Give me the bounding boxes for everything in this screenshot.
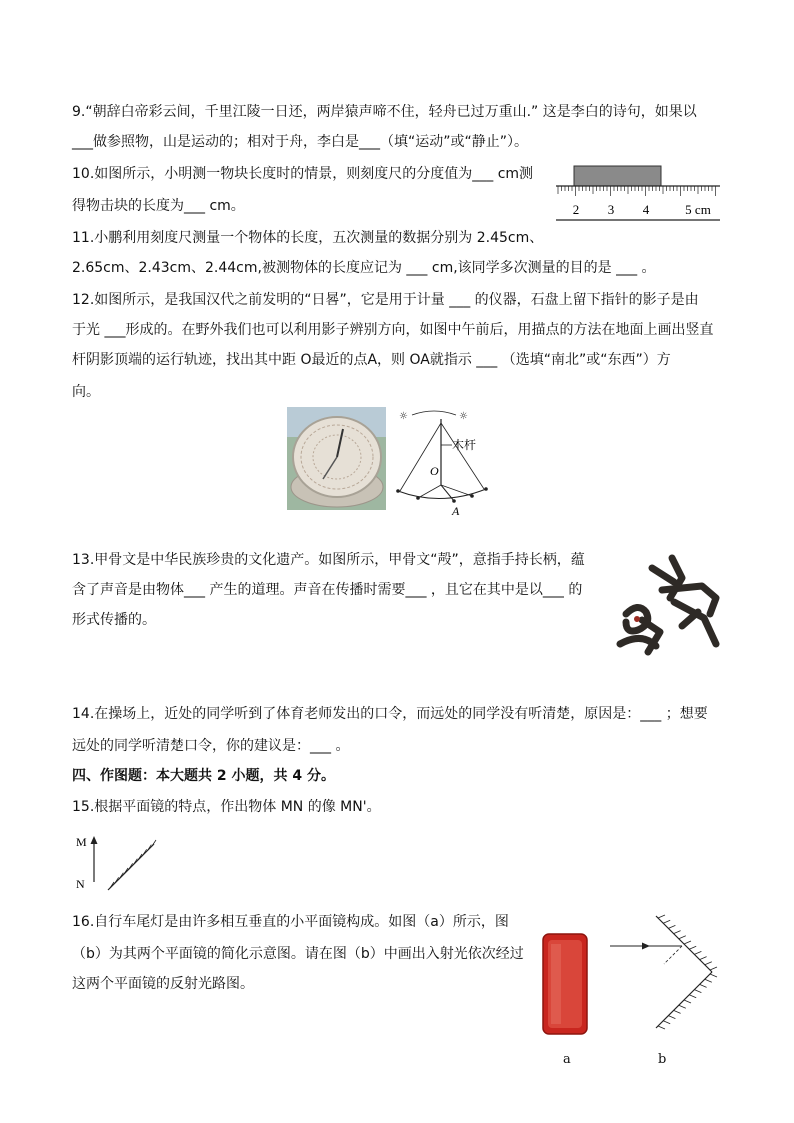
- ruler-figure: [556, 162, 722, 224]
- stroke-2: [652, 568, 674, 582]
- hatch-mark: [710, 974, 717, 977]
- q12-line-4: 向。: [72, 384, 100, 400]
- caption-a: a: [563, 1052, 571, 1067]
- q9-line-1: 9.“朝辞白帝彩云间，千里江陵一日还，两岸猿声啼不住，轻舟已过万重山.” 这是李白的诗句，如果以: [72, 104, 697, 120]
- object-arrowhead: [91, 836, 98, 844]
- pole-label: 木杆: [452, 438, 477, 452]
- hatch-mark: [710, 967, 717, 970]
- point-a-label: A: [452, 504, 460, 517]
- q16-line-1: 16.自行车尾灯是由许多相互垂直的小平面镜构成。如图（a）所示，图: [72, 914, 509, 930]
- plane-mirror-figure: [74, 830, 160, 894]
- q16-line-2: （b）为其两个平面镜的简化示意图。请在图（b）中画出入射光依次经过: [72, 946, 524, 962]
- q16-line-3: 这两个平面镜的反射光路图。: [72, 976, 254, 992]
- q11-line-1: 11.小鹏利用刻度尺测量一个物体的长度，五次测量的数据分别为 2.45cm、: [72, 230, 544, 246]
- trajectory-point-2: [416, 496, 420, 500]
- hatch-mark: [700, 957, 707, 960]
- q12-line-1: 12.如图所示，是我国汉代之前发明的“日晷”，它是用于计量 ___ 的仪器，石盘上留下指针的影子是由: [72, 292, 699, 308]
- trajectory-point-4: [470, 494, 474, 498]
- incident-ray-arrowhead: [642, 943, 650, 950]
- reflector-highlight: [551, 944, 561, 1024]
- ruler-label-2: 2: [572, 202, 580, 217]
- normal-line: [664, 946, 682, 964]
- q10-line-1: 10.如图所示，小明测一物块长度时的情景，则刻度尺的分度值为___ cm测: [72, 166, 534, 182]
- hatch-mark: [668, 925, 675, 928]
- sun-left-icon: ☼: [399, 411, 408, 422]
- q13-line-1: 13.甲骨文是中华民族珍贵的文化遗产。如图所示，甲骨文“殸”，意指手持长柄，蕴: [72, 552, 585, 568]
- hatch-mark: [684, 1000, 691, 1003]
- hatch-mark: [679, 936, 686, 939]
- hatch-mark: [684, 941, 691, 944]
- measured-block: [574, 166, 661, 186]
- trajectory-point-1: [396, 489, 400, 493]
- ruler-ticks: [558, 186, 716, 196]
- hatch-mark: [689, 995, 696, 998]
- label-m: M: [76, 835, 87, 849]
- sun-path-arrow: [412, 411, 456, 415]
- ruler-label-5cm: 5 cm: [685, 202, 711, 217]
- hatch-mark: [705, 962, 712, 965]
- q11-line-2: 2.65cm、2.43cm、2.44cm,被测物体的长度应记为 ___ cm,该同学多次测量的目的是 ___ 。: [72, 260, 656, 276]
- q12-line-3: 杆阴影顶端的运行轨迹，找出其中距 O最近的点A，则 OA就指示 ___ （选填“南北”或“东西”）方: [72, 352, 671, 368]
- trajectory-point-a: [452, 499, 456, 503]
- origin-label: O: [430, 464, 439, 478]
- hatch-mark: [668, 1016, 675, 1019]
- ruler-label-4: 4: [642, 202, 650, 217]
- light-ray-left: [400, 423, 441, 491]
- hatch-mark: [663, 1021, 670, 1024]
- hatch-mark: [674, 931, 681, 934]
- ruler-label-3: 3: [607, 202, 615, 217]
- trajectory-point-5: [484, 487, 488, 491]
- q12-line-2: 于光 ___形成的。在野外我们也可以利用影子辨别方向，如图中午前后，用描点的方法在地面上画出竖直: [72, 322, 714, 338]
- q14-line-2: 远处的同学听清楚口令，你的建议是：___ 。: [72, 738, 350, 754]
- hatch-mark: [689, 946, 696, 949]
- q9-line-2: ___做参照物，山是运动的；相对于舟，李白是___（填“运动”或“静止”）。: [72, 134, 529, 150]
- shadow-line-1: [418, 485, 441, 498]
- caption-b: b: [658, 1052, 667, 1067]
- hatch-mark: [663, 920, 670, 923]
- hatch-mark: [679, 1005, 686, 1008]
- hatch-mark: [700, 984, 707, 987]
- section-4-heading: 四、作图题：本大题共 2 小题，共 4 分。: [72, 768, 335, 784]
- light-ray-right: [441, 423, 484, 489]
- hatch-mark: [674, 1010, 681, 1013]
- q15-line-1: 15.根据平面镜的特点，作出物体 MN 的像 MN'。: [72, 799, 381, 815]
- hatch-mark: [705, 979, 712, 982]
- oracle-bone-character-image: [612, 548, 724, 658]
- mirror-hatching-b: [658, 915, 717, 1029]
- shadow-trajectory-diagram: [392, 405, 492, 517]
- red-pigment-mark: [634, 616, 640, 622]
- sun-right-icon: ☼: [459, 411, 468, 422]
- hatch-mark: [694, 951, 701, 954]
- sundial-photo: [287, 407, 386, 510]
- q10-line-2: 得物击块的长度为___ cm。: [72, 198, 245, 214]
- q14-line-1: 14.在操场上，近处的同学听到了体育老师发出的口令，而远处的同学没有听清楚，原因是：___ ；想要: [72, 706, 708, 722]
- hatch-mark: [658, 1026, 665, 1029]
- bicycle-reflector-photo: [540, 932, 592, 1036]
- perpendicular-mirrors-figure: [608, 912, 724, 1042]
- label-n: N: [76, 877, 85, 891]
- hatch-mark: [658, 915, 665, 918]
- hatch-mark: [152, 840, 156, 846]
- q13-line-3: 形式传播的。: [72, 612, 156, 628]
- hatch-mark: [694, 990, 701, 993]
- q13-line-2: 含了声音是由物体___ 产生的道理。声音在传播时需要___ ，且它在其中是以___ 的: [72, 582, 583, 598]
